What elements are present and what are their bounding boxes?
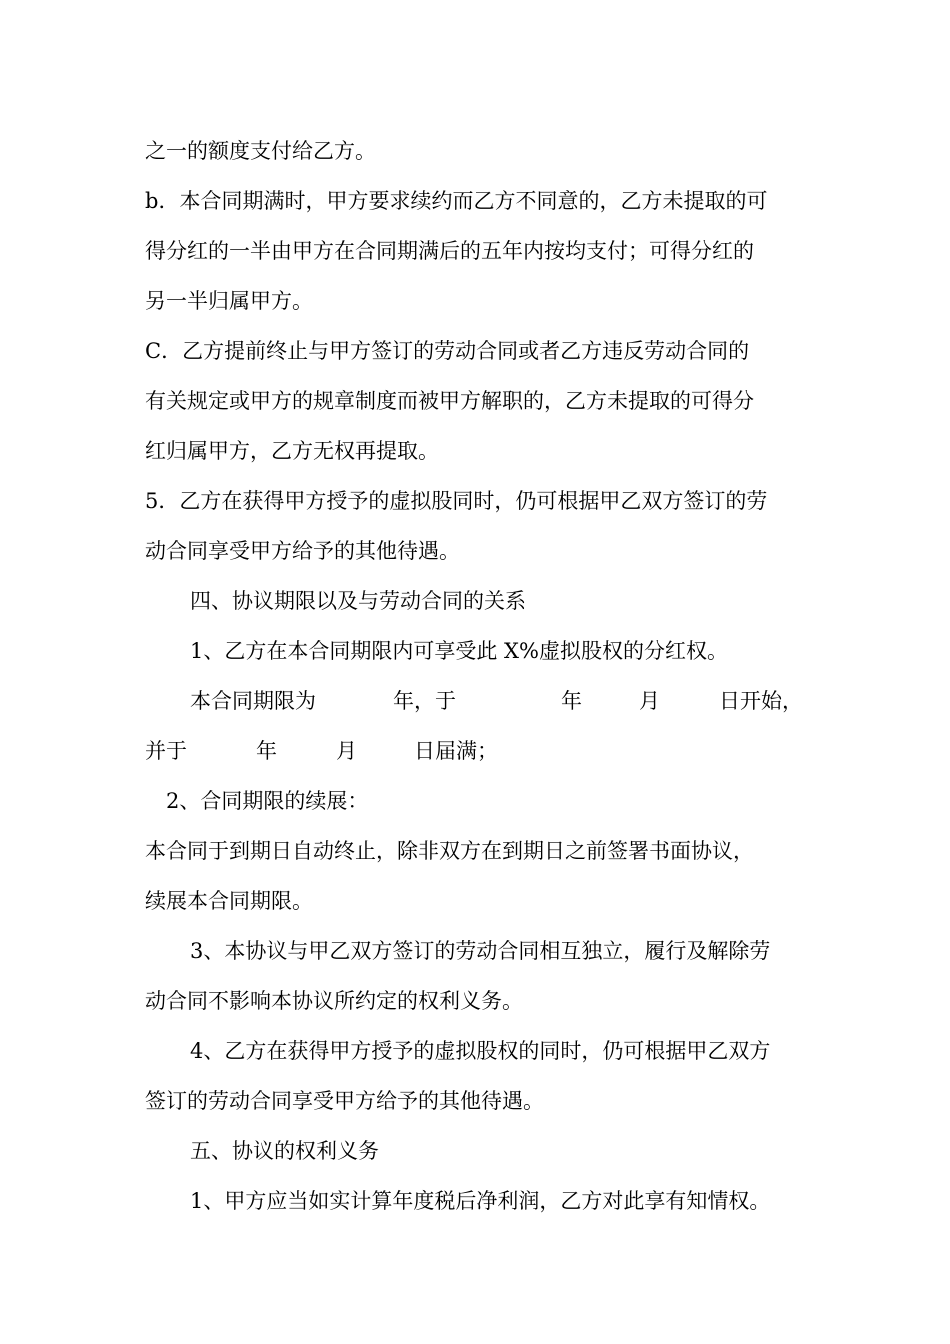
section-4-item-3-line-1: 3、本协议与甲乙双方签订的劳动合同相互独立，履行及解除劳 <box>190 939 771 963</box>
section-4-item-4-line-1: 4、乙方在获得甲方授予的虚拟股权的同时，仍可根据甲乙双方 <box>190 1039 771 1063</box>
end-day-label: 日届满； <box>414 739 498 763</box>
term-years-suffix: 年，于 <box>393 689 456 713</box>
clause-5-line-1: 5．乙方在获得甲方授予的虚拟股同时，仍可根据甲乙双方签订的劳 <box>145 489 768 513</box>
renewal-line-2: 续展本合同期限。 <box>145 889 313 913</box>
section-4-heading: 四、协议期限以及与劳动合同的关系 <box>190 589 526 613</box>
end-year-label: 年 <box>256 739 277 763</box>
clause-b-line-2: 得分红的一半由甲方在合同期满后的五年内按均支付；可得分红的 <box>145 239 754 263</box>
term-label: 本合同期限为 <box>190 689 316 713</box>
start-month-label: 月 <box>639 689 660 713</box>
start-day-label: 日开始， <box>719 689 803 713</box>
end-month-label: 月 <box>336 739 357 763</box>
clause-c-line-1: C．乙方提前终止与甲方签订的劳动合同或者乙方违反劳动合同的 <box>145 339 750 363</box>
renewal-line-1: 本合同于到期日自动终止，除非双方在到期日之前签署书面协议， <box>145 839 754 863</box>
clause-c-line-2: 有关规定或甲方的规章制度而被甲方解职的，乙方未提取的可得分 <box>145 389 754 413</box>
clause-b-line-3: 另一半归属甲方。 <box>145 289 313 313</box>
section-4-item-2: 2、合同期限的续展： <box>166 789 369 813</box>
section-4-item-4-line-2: 签订的劳动合同享受甲方给予的其他待遇。 <box>145 1089 544 1113</box>
section-5-heading: 五、协议的权利义务 <box>190 1139 379 1163</box>
section-4-item-1: 1、乙方在本合同期限内可享受此 X%虚拟股权的分红权。 <box>190 639 728 663</box>
section-4-item-3-line-2: 动合同不影响本协议所约定的权利义务。 <box>145 989 523 1013</box>
clause-c-line-3: 红归属甲方，乙方无权再提取。 <box>145 439 439 463</box>
clause-b-line-1: b．本合同期满时，甲方要求续约而乙方不同意的，乙方未提取的可 <box>145 189 768 213</box>
section-5-item-1: 1、甲方应当如实计算年度税后净利润，乙方对此享有知情权。 <box>190 1189 771 1213</box>
clause-5-line-2: 动合同享受甲方给予的其他待遇。 <box>145 539 460 563</box>
start-year-label: 年 <box>561 689 582 713</box>
text-line: 之一的额度支付给乙方。 <box>145 139 376 163</box>
end-label: 并于 <box>145 739 187 763</box>
